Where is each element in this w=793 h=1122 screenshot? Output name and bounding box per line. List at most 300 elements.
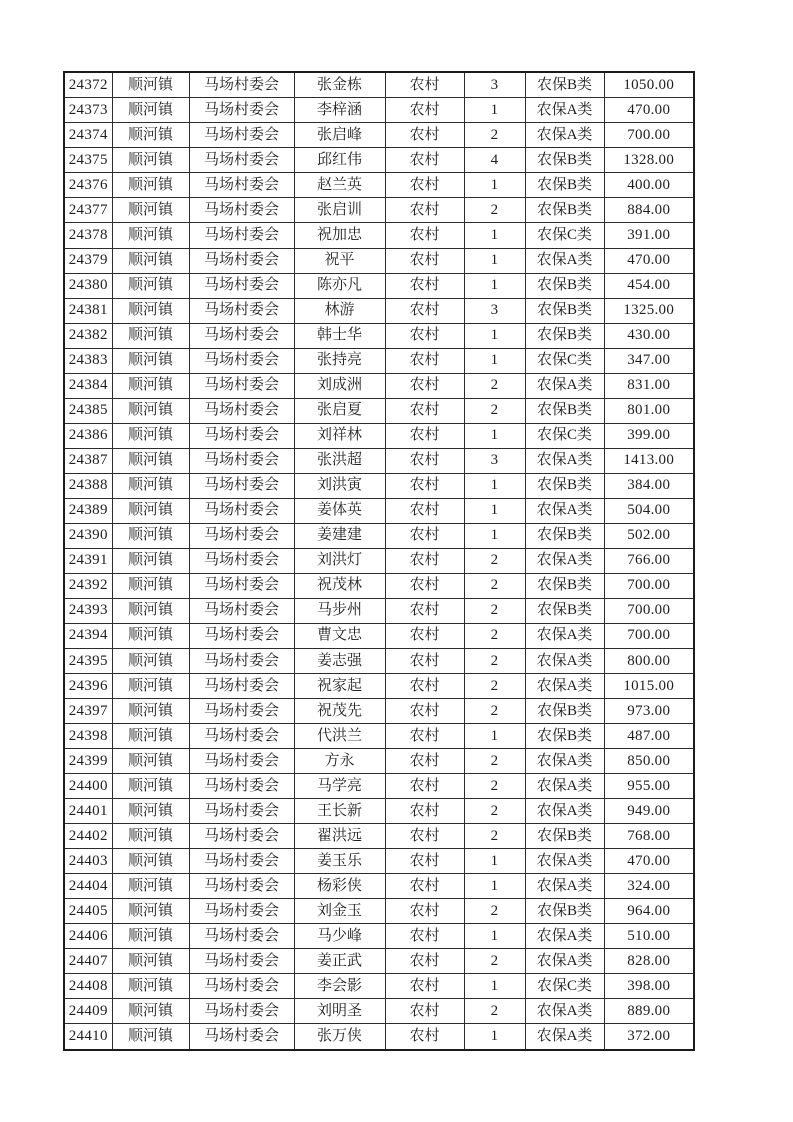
- cell-residence-type: 农村: [385, 899, 464, 924]
- cell-person-name: 陈亦凡: [294, 273, 385, 298]
- cell-town: 顺河镇: [112, 248, 189, 273]
- table-row: [64, 323, 694, 348]
- cell-person-name: 王长新: [294, 799, 385, 824]
- cell-insurance-category: 农保A类: [525, 999, 604, 1024]
- cell-residence-type: 农村: [385, 98, 464, 123]
- cell-residence-type: 农村: [385, 198, 464, 223]
- cell-village-committee: 马场村委会: [189, 348, 294, 373]
- cell-amount: 700.00: [604, 573, 694, 598]
- table-row: [64, 699, 694, 724]
- cell-person-name: 赵兰英: [294, 173, 385, 198]
- cell-insurance-category: 农保A类: [525, 1024, 604, 1050]
- cell-amount: 372.00: [604, 1024, 694, 1050]
- cell-insurance-category: 农保B类: [525, 598, 604, 623]
- cell-record-id: 24403: [64, 849, 112, 874]
- cell-amount: 1015.00: [604, 674, 694, 699]
- table-row: [64, 498, 694, 523]
- cell-village-committee: 马场村委会: [189, 974, 294, 999]
- cell-village-committee: 马场村委会: [189, 1024, 294, 1050]
- cell-amount: 828.00: [604, 949, 694, 974]
- cell-insurance-category: 农保C类: [525, 223, 604, 248]
- cell-amount: 700.00: [604, 123, 694, 148]
- cell-person-count: 1: [464, 223, 525, 248]
- cell-residence-type: 农村: [385, 649, 464, 674]
- cell-record-id: 24399: [64, 749, 112, 774]
- cell-village-committee: 马场村委会: [189, 799, 294, 824]
- cell-town: 顺河镇: [112, 323, 189, 348]
- cell-insurance-category: 农保A类: [525, 548, 604, 573]
- cell-residence-type: 农村: [385, 173, 464, 198]
- table-row: [64, 148, 694, 173]
- cell-record-id: 24392: [64, 573, 112, 598]
- cell-person-count: 2: [464, 198, 525, 223]
- cell-residence-type: 农村: [385, 72, 464, 98]
- cell-insurance-category: 农保B类: [525, 473, 604, 498]
- cell-person-name: 姜正武: [294, 949, 385, 974]
- table-row: [64, 348, 694, 373]
- table-row: [64, 924, 694, 949]
- cell-person-count: 1: [464, 423, 525, 448]
- table-row: [64, 173, 694, 198]
- insurance-payment-table: [63, 71, 695, 1051]
- cell-record-id: 24400: [64, 774, 112, 799]
- cell-village-committee: 马场村委会: [189, 548, 294, 573]
- cell-town: 顺河镇: [112, 749, 189, 774]
- cell-residence-type: 农村: [385, 849, 464, 874]
- cell-town: 顺河镇: [112, 999, 189, 1024]
- cell-amount: 964.00: [604, 899, 694, 924]
- cell-insurance-category: 农保A类: [525, 849, 604, 874]
- cell-record-id: 24391: [64, 548, 112, 573]
- cell-person-count: 2: [464, 749, 525, 774]
- cell-residence-type: 农村: [385, 548, 464, 573]
- table-row: [64, 473, 694, 498]
- cell-town: 顺河镇: [112, 123, 189, 148]
- cell-insurance-category: 农保B类: [525, 72, 604, 98]
- cell-insurance-category: 农保C类: [525, 974, 604, 999]
- cell-residence-type: 农村: [385, 999, 464, 1024]
- cell-insurance-category: 农保B类: [525, 699, 604, 724]
- cell-residence-type: 农村: [385, 248, 464, 273]
- cell-amount: 398.00: [604, 974, 694, 999]
- cell-person-count: 1: [464, 974, 525, 999]
- cell-residence-type: 农村: [385, 1024, 464, 1050]
- cell-town: 顺河镇: [112, 273, 189, 298]
- cell-insurance-category: 农保A类: [525, 649, 604, 674]
- cell-person-count: 1: [464, 849, 525, 874]
- table-row: [64, 448, 694, 473]
- cell-insurance-category: 农保B类: [525, 148, 604, 173]
- cell-town: 顺河镇: [112, 924, 189, 949]
- cell-residence-type: 农村: [385, 824, 464, 849]
- cell-insurance-category: 农保B类: [525, 273, 604, 298]
- cell-record-id: 24408: [64, 974, 112, 999]
- cell-amount: 1328.00: [604, 148, 694, 173]
- cell-town: 顺河镇: [112, 774, 189, 799]
- cell-amount: 400.00: [604, 173, 694, 198]
- cell-record-id: 24378: [64, 223, 112, 248]
- cell-amount: 470.00: [604, 98, 694, 123]
- cell-person-count: 1: [464, 273, 525, 298]
- cell-insurance-category: 农保B类: [525, 298, 604, 323]
- cell-residence-type: 农村: [385, 348, 464, 373]
- cell-residence-type: 农村: [385, 523, 464, 548]
- table-row: [64, 974, 694, 999]
- cell-insurance-category: 农保A类: [525, 123, 604, 148]
- cell-insurance-category: 农保B类: [525, 724, 604, 749]
- cell-person-count: 3: [464, 298, 525, 323]
- cell-person-name: 刘金玉: [294, 899, 385, 924]
- cell-residence-type: 农村: [385, 473, 464, 498]
- cell-village-committee: 马场村委会: [189, 473, 294, 498]
- cell-village-committee: 马场村委会: [189, 623, 294, 648]
- cell-village-committee: 马场村委会: [189, 198, 294, 223]
- cell-person-count: 1: [464, 498, 525, 523]
- cell-insurance-category: 农保A类: [525, 498, 604, 523]
- cell-residence-type: 农村: [385, 924, 464, 949]
- cell-insurance-category: 农保A类: [525, 623, 604, 648]
- cell-person-count: 2: [464, 548, 525, 573]
- cell-person-name: 代洪兰: [294, 724, 385, 749]
- cell-amount: 487.00: [604, 724, 694, 749]
- cell-insurance-category: 农保A类: [525, 248, 604, 273]
- cell-village-committee: 马场村委会: [189, 298, 294, 323]
- table-body: [64, 72, 694, 1050]
- cell-record-id: 24377: [64, 198, 112, 223]
- cell-record-id: 24394: [64, 623, 112, 648]
- cell-person-count: 1: [464, 348, 525, 373]
- cell-residence-type: 农村: [385, 573, 464, 598]
- cell-person-name: 祝平: [294, 248, 385, 273]
- cell-person-name: 张持亮: [294, 348, 385, 373]
- cell-town: 顺河镇: [112, 974, 189, 999]
- cell-person-count: 4: [464, 148, 525, 173]
- cell-person-name: 林游: [294, 298, 385, 323]
- cell-amount: 831.00: [604, 373, 694, 398]
- table-row: [64, 749, 694, 774]
- cell-town: 顺河镇: [112, 949, 189, 974]
- cell-village-committee: 马场村委会: [189, 72, 294, 98]
- cell-residence-type: 农村: [385, 949, 464, 974]
- cell-village-committee: 马场村委会: [189, 774, 294, 799]
- cell-person-count: 2: [464, 899, 525, 924]
- cell-village-committee: 马场村委会: [189, 423, 294, 448]
- cell-person-name: 李会影: [294, 974, 385, 999]
- cell-record-id: 24384: [64, 373, 112, 398]
- cell-residence-type: 农村: [385, 874, 464, 899]
- cell-town: 顺河镇: [112, 623, 189, 648]
- cell-person-count: 2: [464, 598, 525, 623]
- cell-amount: 1413.00: [604, 448, 694, 473]
- cell-residence-type: 农村: [385, 623, 464, 648]
- cell-residence-type: 农村: [385, 323, 464, 348]
- cell-village-committee: 马场村委会: [189, 123, 294, 148]
- cell-person-count: 2: [464, 824, 525, 849]
- cell-insurance-category: 农保C类: [525, 423, 604, 448]
- cell-record-id: 24390: [64, 523, 112, 548]
- table-row: [64, 423, 694, 448]
- cell-amount: 949.00: [604, 799, 694, 824]
- cell-town: 顺河镇: [112, 173, 189, 198]
- cell-village-committee: 马场村委会: [189, 849, 294, 874]
- table-row: [64, 874, 694, 899]
- cell-person-name: 张启训: [294, 198, 385, 223]
- cell-person-name: 姜志强: [294, 649, 385, 674]
- cell-village-committee: 马场村委会: [189, 674, 294, 699]
- cell-residence-type: 农村: [385, 148, 464, 173]
- cell-town: 顺河镇: [112, 824, 189, 849]
- cell-village-committee: 马场村委会: [189, 598, 294, 623]
- cell-insurance-category: 农保B类: [525, 198, 604, 223]
- cell-person-name: 马少峰: [294, 924, 385, 949]
- cell-person-name: 张启峰: [294, 123, 385, 148]
- cell-person-count: 1: [464, 724, 525, 749]
- cell-record-id: 24372: [64, 72, 112, 98]
- cell-record-id: 24375: [64, 148, 112, 173]
- cell-village-committee: 马场村委会: [189, 223, 294, 248]
- cell-person-name: 方永: [294, 749, 385, 774]
- cell-town: 顺河镇: [112, 423, 189, 448]
- cell-amount: 801.00: [604, 398, 694, 423]
- cell-village-committee: 马场村委会: [189, 949, 294, 974]
- cell-insurance-category: 农保A类: [525, 799, 604, 824]
- cell-amount: 700.00: [604, 598, 694, 623]
- cell-person-count: 1: [464, 523, 525, 548]
- cell-record-id: 24393: [64, 598, 112, 623]
- table-row: [64, 824, 694, 849]
- table-row: [64, 999, 694, 1024]
- cell-person-name: 刘祥林: [294, 423, 385, 448]
- table-row: [64, 398, 694, 423]
- cell-person-name: 刘洪寅: [294, 473, 385, 498]
- cell-amount: 470.00: [604, 248, 694, 273]
- cell-insurance-category: 农保B类: [525, 173, 604, 198]
- cell-record-id: 24388: [64, 473, 112, 498]
- cell-residence-type: 农村: [385, 423, 464, 448]
- cell-insurance-category: 农保A类: [525, 749, 604, 774]
- cell-insurance-category: 农保B类: [525, 573, 604, 598]
- cell-village-committee: 马场村委会: [189, 173, 294, 198]
- cell-town: 顺河镇: [112, 223, 189, 248]
- table-row: [64, 598, 694, 623]
- cell-record-id: 24376: [64, 173, 112, 198]
- cell-village-committee: 马场村委会: [189, 373, 294, 398]
- cell-village-committee: 马场村委会: [189, 498, 294, 523]
- cell-person-name: 张洪超: [294, 448, 385, 473]
- table-row: [64, 548, 694, 573]
- cell-person-count: 2: [464, 674, 525, 699]
- cell-record-id: 24410: [64, 1024, 112, 1050]
- cell-person-name: 马步州: [294, 598, 385, 623]
- cell-town: 顺河镇: [112, 899, 189, 924]
- cell-village-committee: 马场村委会: [189, 248, 294, 273]
- cell-amount: 399.00: [604, 423, 694, 448]
- cell-person-name: 张启夏: [294, 398, 385, 423]
- cell-person-name: 刘成洲: [294, 373, 385, 398]
- table-row: [64, 623, 694, 648]
- cell-village-committee: 马场村委会: [189, 749, 294, 774]
- cell-town: 顺河镇: [112, 548, 189, 573]
- cell-village-committee: 马场村委会: [189, 323, 294, 348]
- cell-person-name: 姜玉乐: [294, 849, 385, 874]
- cell-village-committee: 马场村委会: [189, 148, 294, 173]
- cell-person-count: 1: [464, 924, 525, 949]
- cell-amount: 884.00: [604, 198, 694, 223]
- cell-insurance-category: 农保C类: [525, 348, 604, 373]
- cell-amount: 504.00: [604, 498, 694, 523]
- cell-person-count: 2: [464, 398, 525, 423]
- cell-person-count: 1: [464, 323, 525, 348]
- cell-town: 顺河镇: [112, 849, 189, 874]
- cell-person-name: 邱红伟: [294, 148, 385, 173]
- cell-residence-type: 农村: [385, 448, 464, 473]
- cell-person-name: 姜建建: [294, 523, 385, 548]
- cell-insurance-category: 农保B类: [525, 398, 604, 423]
- cell-record-id: 24374: [64, 123, 112, 148]
- table-row: [64, 899, 694, 924]
- cell-residence-type: 农村: [385, 373, 464, 398]
- cell-person-name: 李梓涵: [294, 98, 385, 123]
- cell-residence-type: 农村: [385, 223, 464, 248]
- cell-insurance-category: 农保A类: [525, 874, 604, 899]
- cell-person-count: 2: [464, 373, 525, 398]
- cell-person-count: 1: [464, 874, 525, 899]
- cell-amount: 324.00: [604, 874, 694, 899]
- cell-person-name: 刘洪灯: [294, 548, 385, 573]
- cell-town: 顺河镇: [112, 598, 189, 623]
- cell-insurance-category: 农保A类: [525, 373, 604, 398]
- cell-residence-type: 农村: [385, 398, 464, 423]
- cell-record-id: 24402: [64, 824, 112, 849]
- cell-person-name: 翟洪远: [294, 824, 385, 849]
- cell-record-id: 24397: [64, 699, 112, 724]
- cell-residence-type: 农村: [385, 724, 464, 749]
- cell-town: 顺河镇: [112, 348, 189, 373]
- cell-amount: 384.00: [604, 473, 694, 498]
- table-row: [64, 198, 694, 223]
- cell-village-committee: 马场村委会: [189, 999, 294, 1024]
- cell-record-id: 24409: [64, 999, 112, 1024]
- cell-person-count: 2: [464, 774, 525, 799]
- cell-amount: 700.00: [604, 623, 694, 648]
- cell-town: 顺河镇: [112, 1024, 189, 1050]
- cell-amount: 510.00: [604, 924, 694, 949]
- cell-person-count: 1: [464, 173, 525, 198]
- cell-town: 顺河镇: [112, 373, 189, 398]
- cell-amount: 766.00: [604, 548, 694, 573]
- cell-person-name: 刘明圣: [294, 999, 385, 1024]
- table-row: [64, 273, 694, 298]
- table-row: [64, 123, 694, 148]
- table-row: [64, 248, 694, 273]
- cell-village-committee: 马场村委会: [189, 924, 294, 949]
- cell-town: 顺河镇: [112, 198, 189, 223]
- cell-person-count: 2: [464, 999, 525, 1024]
- cell-village-committee: 马场村委会: [189, 573, 294, 598]
- cell-amount: 470.00: [604, 849, 694, 874]
- cell-town: 顺河镇: [112, 799, 189, 824]
- cell-insurance-category: 农保A类: [525, 924, 604, 949]
- cell-town: 顺河镇: [112, 72, 189, 98]
- cell-residence-type: 农村: [385, 699, 464, 724]
- cell-record-id: 24385: [64, 398, 112, 423]
- cell-village-committee: 马场村委会: [189, 649, 294, 674]
- cell-record-id: 24387: [64, 448, 112, 473]
- table-row: [64, 724, 694, 749]
- cell-person-count: 3: [464, 72, 525, 98]
- cell-town: 顺河镇: [112, 649, 189, 674]
- cell-town: 顺河镇: [112, 573, 189, 598]
- cell-person-count: 2: [464, 649, 525, 674]
- cell-person-name: 杨彩侠: [294, 874, 385, 899]
- cell-record-id: 24404: [64, 874, 112, 899]
- cell-person-count: 1: [464, 248, 525, 273]
- table-row: [64, 98, 694, 123]
- cell-record-id: 24379: [64, 248, 112, 273]
- cell-record-id: 24389: [64, 498, 112, 523]
- cell-village-committee: 马场村委会: [189, 724, 294, 749]
- cell-insurance-category: 农保A类: [525, 674, 604, 699]
- table-row: [64, 373, 694, 398]
- cell-person-count: 1: [464, 98, 525, 123]
- cell-residence-type: 农村: [385, 774, 464, 799]
- cell-town: 顺河镇: [112, 523, 189, 548]
- cell-amount: 850.00: [604, 749, 694, 774]
- table-row: [64, 849, 694, 874]
- cell-village-committee: 马场村委会: [189, 899, 294, 924]
- cell-record-id: 24381: [64, 298, 112, 323]
- cell-insurance-category: 农保B类: [525, 824, 604, 849]
- cell-person-name: 姜体英: [294, 498, 385, 523]
- cell-person-count: 3: [464, 448, 525, 473]
- cell-village-committee: 马场村委会: [189, 448, 294, 473]
- cell-amount: 1050.00: [604, 72, 694, 98]
- cell-insurance-category: 农保B类: [525, 323, 604, 348]
- cell-insurance-category: 农保A类: [525, 774, 604, 799]
- cell-amount: 889.00: [604, 999, 694, 1024]
- cell-residence-type: 农村: [385, 498, 464, 523]
- cell-town: 顺河镇: [112, 874, 189, 899]
- cell-person-name: 张万侠: [294, 1024, 385, 1050]
- table-row: [64, 1024, 694, 1050]
- cell-village-committee: 马场村委会: [189, 273, 294, 298]
- cell-town: 顺河镇: [112, 398, 189, 423]
- cell-person-name: 祝茂林: [294, 573, 385, 598]
- table-row: [64, 649, 694, 674]
- cell-residence-type: 农村: [385, 598, 464, 623]
- cell-village-committee: 马场村委会: [189, 699, 294, 724]
- cell-person-name: 曹文忠: [294, 623, 385, 648]
- cell-record-id: 24373: [64, 98, 112, 123]
- cell-town: 顺河镇: [112, 298, 189, 323]
- cell-residence-type: 农村: [385, 298, 464, 323]
- cell-amount: 1325.00: [604, 298, 694, 323]
- cell-record-id: 24398: [64, 724, 112, 749]
- cell-person-name: 祝加忠: [294, 223, 385, 248]
- table-row: [64, 223, 694, 248]
- cell-record-id: 24395: [64, 649, 112, 674]
- cell-town: 顺河镇: [112, 498, 189, 523]
- cell-insurance-category: 农保A类: [525, 949, 604, 974]
- cell-residence-type: 农村: [385, 674, 464, 699]
- cell-residence-type: 农村: [385, 123, 464, 148]
- cell-person-count: 1: [464, 473, 525, 498]
- cell-insurance-category: 农保B类: [525, 899, 604, 924]
- cell-village-committee: 马场村委会: [189, 824, 294, 849]
- cell-person-name: 张金栋: [294, 72, 385, 98]
- cell-town: 顺河镇: [112, 473, 189, 498]
- table-row: [64, 298, 694, 323]
